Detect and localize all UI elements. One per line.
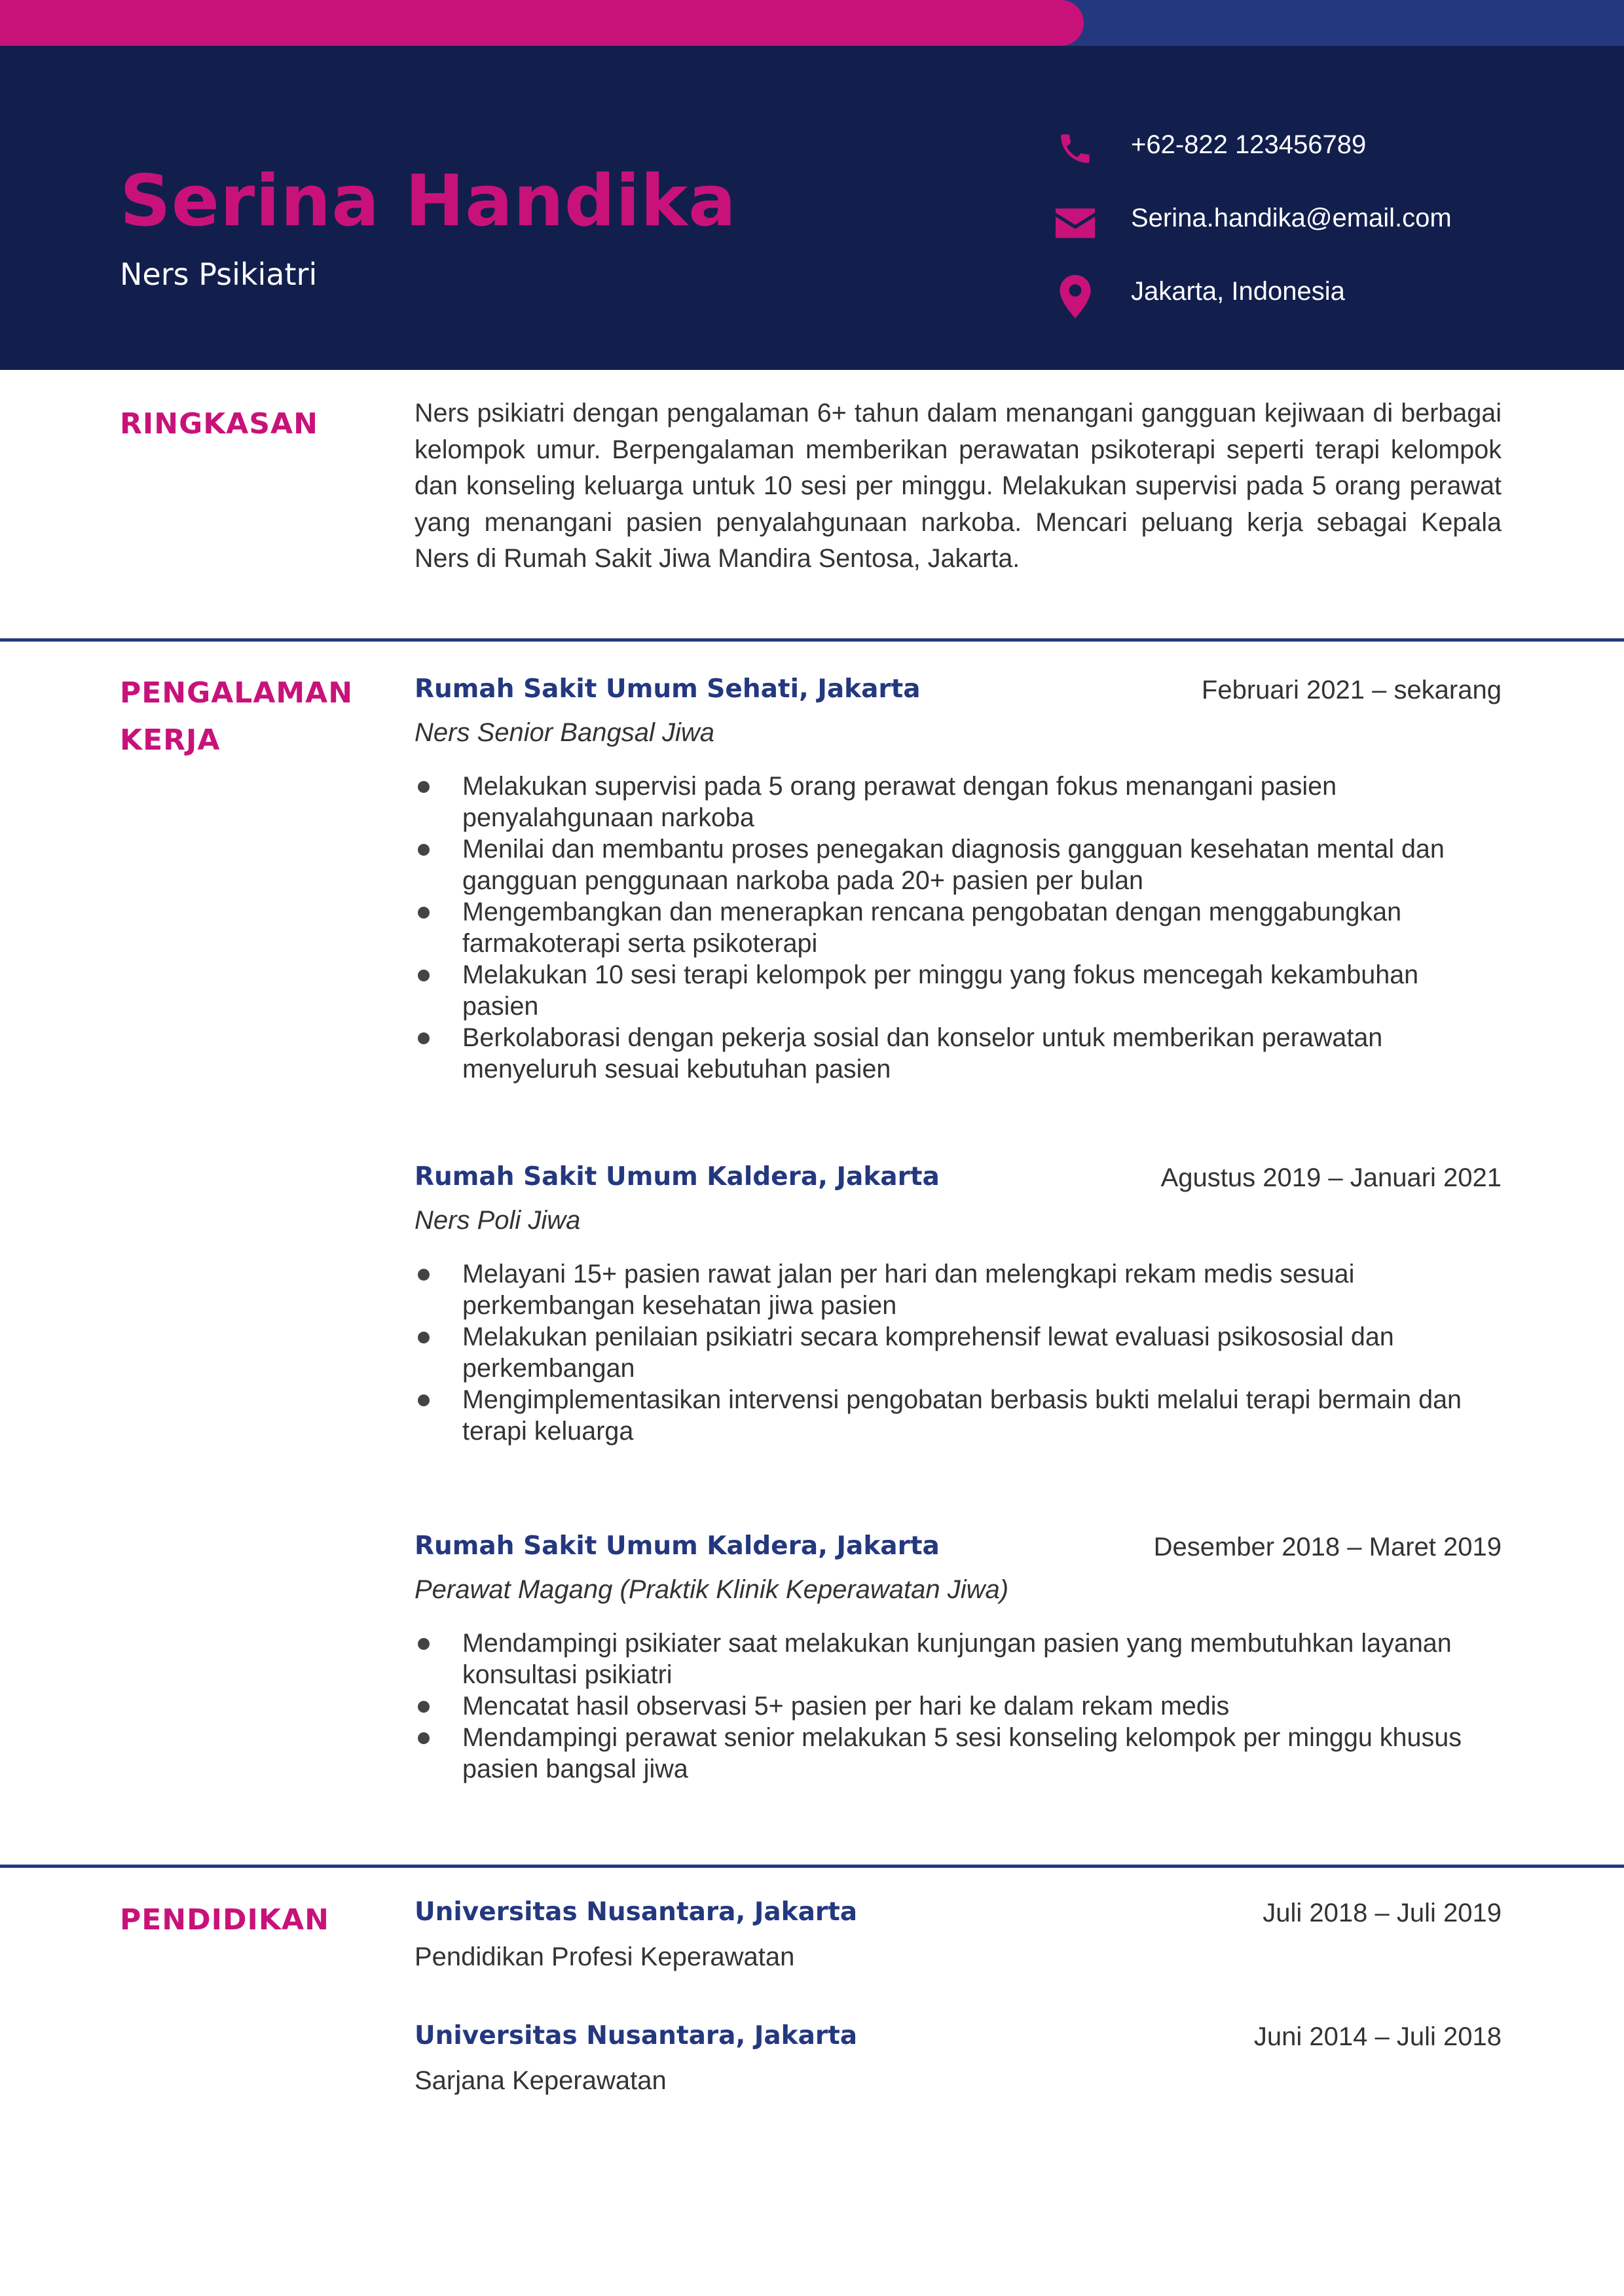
- education-date: Juni 2014 – Juli 2018: [1253, 2022, 1502, 2051]
- job-bullet-list: [415, 1628, 1488, 1785]
- job-bullet-list: [415, 771, 1488, 1085]
- section-heading-experience: [120, 670, 353, 764]
- summary-text: Ners psikiatri dengan pengalaman 6+ tahun dalam menangani gangguan kejiwaan di berbagai kelompok umur. Berpengalaman memberikan perawatan psikoterapi seperti terapi kelompok dan konseling keluarga untuk 10 sesi per minggu. Melakukan supervisi pada 5 orang perawat yang menangani pasien penyalahgunaan narkoba. Mencari peluang kerja sebagai Kepala Ners di Rumah Sakit Jiwa Mandira Sentosa, Jakarta.: [415, 399, 1502, 573]
- list-item: Melakukan supervisi pada 5 orang perawat dengan fokus menangani pasien penyalahgunaan narkoba: [415, 771, 1488, 833]
- education-date: Juli 2018 – Juli 2019: [1263, 1899, 1502, 1927]
- list-item: Mendampingi psikiater saat melakukan kunjungan pasien yang membutuhkan layanan konsultasi psikiatri: [415, 1628, 1488, 1690]
- location-pin-icon: [1059, 275, 1092, 318]
- list-item: Menilai dan membantu proses penegakan diagnosis gangguan kesehatan mental dan gangguan penggunaan narkoba pada 20+ pasien per bulan: [415, 833, 1488, 896]
- job-bullet-list: [415, 1258, 1488, 1447]
- mail-icon: [1056, 208, 1095, 238]
- section-heading-experience-line1: PENGALAMAN: [120, 676, 354, 710]
- contact-location: Jakarta, Indonesia: [1131, 277, 1345, 306]
- list-item: Berkolaborasi dengan pekerja sosial dan konselor untuk memberikan perawatan menyeluruh sesuai kebutuhan pasien: [415, 1022, 1488, 1085]
- list-item: Mengimplementasikan intervensi pengobatan berbasis bukti melalui terapi bermain dan terapi keluarga: [415, 1384, 1488, 1447]
- list-item: Melakukan penilaian psikiatri secara komprehensif lewat evaluasi psikososial dan perkembangan: [415, 1321, 1488, 1384]
- candidate-title: Ners Psikiatri: [120, 257, 318, 292]
- contact-email[interactable]: Serina.handika@email.com: [1131, 204, 1452, 232]
- section-divider: [0, 638, 1624, 642]
- job-role: Perawat Magang (Praktik Klinik Keperawatan Jiwa): [415, 1575, 1009, 1604]
- section-heading-experience-line2: KERJA: [120, 723, 221, 757]
- contact-phone[interactable]: +62-822 123456789: [1131, 130, 1367, 159]
- education-org: Universitas Nusantara, Jakarta: [415, 2021, 858, 2050]
- section-heading-education: PENDIDIKAN: [120, 1903, 329, 1937]
- job-date: Agustus 2019 – Januari 2021: [1160, 1163, 1502, 1192]
- phone-icon: [1056, 130, 1095, 168]
- job-org: Rumah Sakit Umum Kaldera, Jakarta: [415, 1162, 940, 1192]
- education-degree: Pendidikan Profesi Keperawatan: [415, 1942, 795, 1971]
- job-date: Desember 2018 – Maret 2019: [1153, 1533, 1502, 1561]
- list-item: Melayani 15+ pasien rawat jalan per hari dan melengkapi rekam medis sesuai perkembangan kesehatan jiwa pasien: [415, 1258, 1488, 1321]
- list-item: Melakukan 10 sesi terapi kelompok per minggu yang fokus mencegah kekambuhan pasien: [415, 959, 1488, 1022]
- list-item: Mencatat hasil observasi 5+ pasien per hari ke dalam rekam medis: [415, 1690, 1488, 1722]
- job-org: Rumah Sakit Umum Sehati, Jakarta: [415, 674, 921, 704]
- job-role: Ners Senior Bangsal Jiwa: [415, 718, 714, 747]
- education-degree: Sarjana Keperawatan: [415, 2066, 667, 2095]
- list-item: Mengembangkan dan menerapkan rencana pengobatan dengan menggabungkan farmakoterapi serta psikoterapi: [415, 896, 1488, 959]
- candidate-name: Serina Handika: [120, 160, 737, 242]
- section-heading-summary: RINGKASAN: [120, 407, 318, 441]
- job-date: Februari 2021 – sekarang: [1201, 676, 1502, 704]
- section-divider: [0, 1865, 1624, 1868]
- job-role: Ners Poli Jiwa: [415, 1206, 581, 1235]
- education-org: Universitas Nusantara, Jakarta: [415, 1897, 858, 1927]
- job-org: Rumah Sakit Umum Kaldera, Jakarta: [415, 1531, 940, 1561]
- list-item: Mendampingi perawat senior melakukan 5 sesi konseling kelompok per minggu khusus pasien bangsal jiwa: [415, 1722, 1488, 1785]
- header-accent-bar-pink: [0, 0, 1084, 46]
